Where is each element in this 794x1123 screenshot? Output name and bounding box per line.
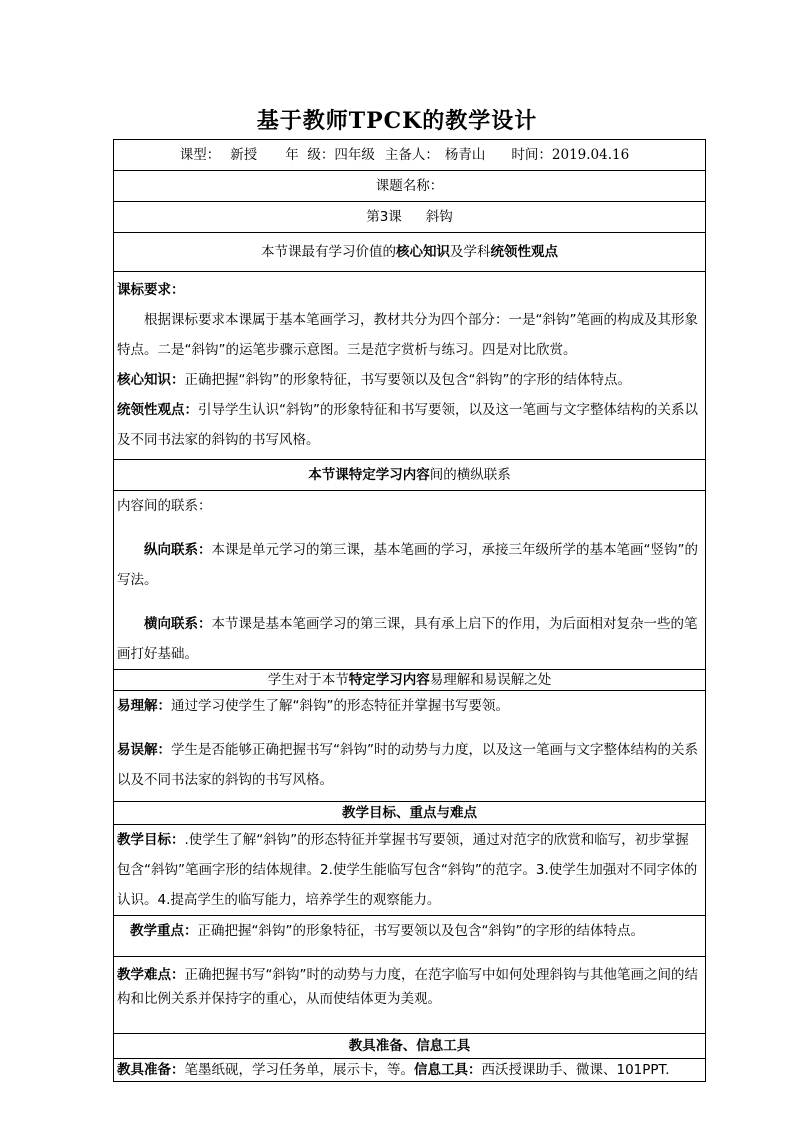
sec1-header-mid: 及学科 bbox=[450, 244, 491, 260]
sec2-header-bold: 本节课特定学习内容 bbox=[308, 467, 430, 483]
grade-label: 年 级： bbox=[285, 147, 335, 163]
key-text: 正确把握“斜钩”的形象特征，书写要领以及包含“斜钩”的字形的结体特点。 bbox=[197, 923, 644, 939]
standard-label: 课标要求： bbox=[117, 282, 185, 298]
sec3-header bbox=[114, 670, 706, 691]
preparer-value: 杨青山 bbox=[444, 147, 486, 163]
tools-text: 笔墨纸砚，学习任务单，展示卡，等。 bbox=[184, 1062, 414, 1078]
type-label: 课型： bbox=[179, 147, 221, 163]
grade-value: 四年级 bbox=[334, 147, 375, 163]
tools-label: 教具准备： bbox=[117, 1062, 185, 1078]
sec1-body bbox=[114, 272, 706, 460]
sec1-header-core: 核心知识 bbox=[396, 244, 450, 260]
sec2-body-row bbox=[114, 491, 706, 670]
preparer-label: 主备人： bbox=[384, 147, 439, 163]
meta-cell bbox=[114, 140, 706, 171]
mis-label: 易误解： bbox=[117, 742, 171, 758]
goal-label: 教学目标： bbox=[117, 832, 185, 848]
sec3-header-row bbox=[114, 670, 706, 691]
core-text: 正确把握“斜钩”的形象特征，书写要领以及包含“斜钩”的字形的结体特点。 bbox=[184, 372, 631, 388]
lesson-cell bbox=[114, 202, 706, 233]
guiding-view bbox=[117, 395, 702, 455]
vertical-label: 纵向联系： bbox=[144, 542, 212, 558]
core-label: 核心知识： bbox=[117, 372, 185, 388]
info-label: 信息工具： bbox=[414, 1062, 482, 1078]
sec3-header-bold: 特定学习内容 bbox=[348, 672, 430, 688]
topic-row bbox=[114, 171, 706, 202]
mis-text: 学生是否能够正确把握书写“斜钩”时的动势与力度，以及这一笔画与文字整体结构的关系以及不同书法家的斜钩的书写风格。 bbox=[117, 742, 698, 788]
sec2-header bbox=[114, 460, 706, 491]
horizontal-label: 横向联系： bbox=[144, 616, 212, 632]
tools-row bbox=[114, 1059, 706, 1082]
key-cell bbox=[114, 916, 706, 957]
difficulty-text: 正确把握书写“斜钩”时的动势与力度，在范字临写中如何处理斜钩与其他笔画之间的结构和比例关系并保持字的重心，从而使结体更为美观。 bbox=[117, 967, 698, 1007]
topic-label: 课题名称： bbox=[114, 171, 706, 202]
easy-label: 易理解： bbox=[117, 698, 171, 714]
time-label: 时间： bbox=[511, 147, 552, 163]
lesson-plan-table bbox=[113, 139, 706, 1082]
horizontal-text: 本节课是基本笔画学习的第三课，具有承上启下的作用，为后面相对复杂一些的笔画打好基础。 bbox=[117, 616, 698, 662]
relation-intro: 内容间的联系： bbox=[117, 498, 212, 514]
easy-understand bbox=[117, 691, 702, 721]
lesson-name: 斜钩 bbox=[425, 209, 453, 225]
easy-misunderstand bbox=[117, 735, 702, 795]
key-row bbox=[114, 916, 706, 957]
difficulty-label: 教学难点： bbox=[117, 967, 185, 983]
difficulty-row bbox=[114, 957, 706, 1034]
sec1-header-row bbox=[114, 233, 706, 272]
goal-cell bbox=[114, 825, 706, 916]
lesson-row bbox=[114, 202, 706, 233]
sec3-header-pre: 学生对于本节 bbox=[267, 672, 349, 688]
goal-row bbox=[114, 825, 706, 916]
meta-row bbox=[114, 140, 706, 171]
time-value: 2019.04.16 bbox=[551, 147, 630, 163]
sec3-header-rest: 易理解和易误解之处 bbox=[429, 672, 552, 688]
document-title: 基于教师TPCK的教学设计 bbox=[256, 108, 538, 134]
vertical-text: 本课是单元学习的第三课，基本笔画的学习，承接三年级所学的基本笔画“竖钩”的写法。 bbox=[117, 542, 698, 588]
view-text: 引导学生认识“斜钩”的形象特征和书写要领，以及这一笔画与文字整体结构的关系以及不同书法家的斜钩的书写风格。 bbox=[117, 402, 698, 448]
sec4-header: 教学目标、重点与难点 bbox=[114, 802, 706, 825]
sec2-header-rest: 间的横纵联系 bbox=[429, 467, 511, 483]
lesson-number: 第3课 bbox=[366, 209, 402, 225]
sec5-header: 教具准备、信息工具 bbox=[114, 1034, 706, 1059]
sec2-header-row bbox=[114, 460, 706, 491]
sec3-body bbox=[114, 691, 706, 802]
sec5-header-row bbox=[114, 1034, 706, 1059]
standard-text: 根据课标要求本课属于基本笔画学习，教材共分为四个部分：一是“斜钩”笔画的构成及其形象特点。二是“斜钩”的运笔步骤示意图。三是范字赏析与练习。四是对比欣赏。 bbox=[117, 312, 698, 358]
type-value: 新授 bbox=[230, 147, 258, 163]
sec2-body bbox=[114, 491, 706, 670]
easy-text: 通过学习使学生了解“斜钩”的形态特征并掌握书写要领。 bbox=[171, 698, 509, 714]
sec1-header bbox=[114, 233, 706, 272]
horizontal-relation bbox=[117, 609, 702, 669]
goal-text: .使学生了解“斜钩”的形态特征并掌握书写要领，通过对范字的欣赏和临写，初步掌握包含“斜钩”笔画字形的结体规律。2.使学生能临写包含“斜钩”的范字。3.使学生加强对不同字体的认识。4.提高学生的临写能力，培养学生的观察能力。 bbox=[117, 832, 698, 908]
view-label: 统领性观点： bbox=[117, 402, 198, 418]
key-label: 教学重点： bbox=[130, 923, 198, 939]
tools-cell bbox=[114, 1059, 706, 1082]
vertical-relation bbox=[117, 535, 702, 595]
core-knowledge bbox=[117, 365, 702, 395]
sec1-header-pre: 本节课最有学习价值的 bbox=[261, 244, 396, 260]
info-text: 西沃授课助手、微课、101PPT. bbox=[481, 1062, 670, 1078]
sec1-body-row bbox=[114, 272, 706, 460]
sec3-body-row bbox=[114, 691, 706, 802]
sec4-header-row bbox=[114, 802, 706, 825]
difficulty-cell bbox=[114, 957, 706, 1034]
sec1-header-view: 统领性观点 bbox=[490, 244, 558, 260]
